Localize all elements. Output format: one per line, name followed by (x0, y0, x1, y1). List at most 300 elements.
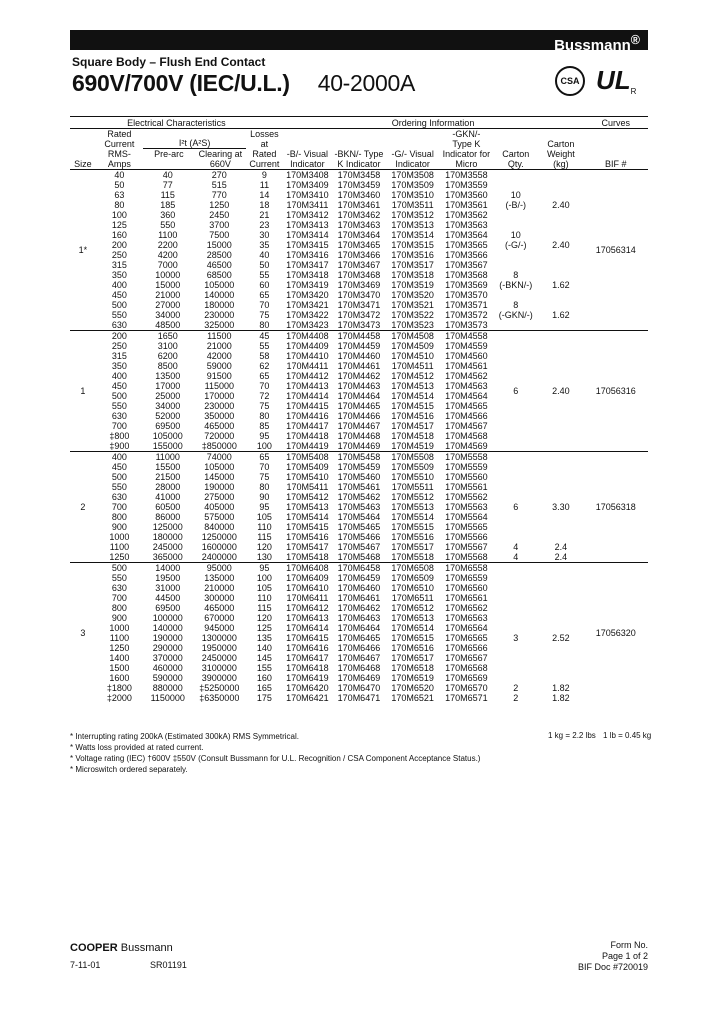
losses-value: 95 (259, 563, 270, 573)
clearing-value: 720000 (204, 431, 235, 441)
prearc-value: 590000 (152, 673, 183, 683)
losses-value: 45 (259, 331, 270, 341)
bkn-part: 170M5464 (337, 512, 381, 522)
bkn-part: 170M3462 (337, 210, 381, 220)
rated-current: 63 (114, 190, 125, 200)
gkn-part: 170M3559 (445, 180, 488, 190)
bkn-part: 170M3465 (337, 240, 381, 250)
losses-value: 40 (259, 250, 270, 260)
bkn-part: 170M3464 (337, 230, 381, 240)
losses-value: 55 (259, 341, 270, 351)
losses-value-column (246, 331, 283, 452)
rated-current: 700 (111, 502, 127, 512)
i2t-header: I²t (A²S) (143, 138, 246, 149)
b-visual-part: 170M5416 (286, 532, 329, 542)
carton-qty-header: Carton Qty. (493, 129, 538, 170)
carton-weight (538, 230, 583, 240)
form-number: Form No. (610, 940, 648, 950)
gkn-part-column (440, 331, 494, 452)
carton-qty (493, 532, 538, 542)
rated-current: ‡800 (109, 431, 130, 441)
carton-qty-column (493, 170, 538, 331)
b-visual-part: 170M3414 (286, 230, 329, 240)
prearc-value: 15000 (155, 280, 181, 290)
clearing-value: 270 (211, 170, 227, 180)
ul-recognized-logo (596, 65, 636, 96)
b-visual-part: 170M3421 (286, 300, 329, 310)
carton-weight (538, 320, 583, 330)
clearing-value: 670000 (204, 613, 235, 623)
cooper-wordmark: COOPER (70, 942, 118, 954)
losses-value: 14 (259, 190, 270, 200)
gkn-part: 170M6559 (445, 573, 488, 583)
rated-current-header: Rated Current RMS-Amps (96, 129, 143, 170)
carton-qty (493, 623, 538, 633)
clearing-value: 210000 (204, 583, 235, 593)
carton-weight (538, 462, 583, 472)
size-cell: 1* (70, 170, 96, 331)
losses-value: 115 (257, 532, 272, 542)
losses-value: 80 (259, 320, 270, 330)
gkn-part: 170M5564 (445, 512, 488, 522)
carton-qty (493, 220, 538, 230)
g-visual-header: -G/- Visual Indicator (386, 129, 440, 170)
g-visual-part: 170M6514 (391, 623, 434, 633)
clearing-value: 575000 (204, 512, 235, 522)
bkn-part: 170M4460 (337, 351, 381, 361)
b-visual-part: 170M5415 (286, 522, 329, 532)
losses-value-column (246, 170, 283, 331)
losses-value-column (246, 452, 283, 563)
carton-weight (538, 643, 583, 653)
bkn-part: 170M3468 (337, 270, 381, 280)
curves-header: Curves (583, 117, 648, 129)
bif-doc-number: BIF Doc #720019 (577, 962, 648, 972)
clearing-value: 3700 (209, 220, 230, 230)
note-voltage-rating: * Voltage rating (IEC) †600V ‡550V (Consult Bussmann for U.L. Recognition / CSA Component Acceptance Status.) (70, 754, 481, 763)
bkn-part: 170M3467 (337, 260, 381, 270)
page-number: Page 1 of 2 (601, 951, 648, 961)
carton-weight: 2.40 (552, 240, 570, 250)
bkn-part: 170M4458 (337, 331, 381, 341)
prearc-value: 41000 (155, 492, 181, 502)
size-cell: 3 (80, 628, 86, 638)
b-visual-part: 170M4416 (286, 411, 329, 421)
bkn-part: 170M5462 (337, 492, 381, 502)
losses-value: 135 (256, 633, 272, 643)
clearing-value: ‡6350000 (199, 693, 240, 703)
clearing-value: 1950000 (201, 643, 237, 653)
gkn-part: 170M5560 (445, 472, 488, 482)
prearc-value: 115 (160, 190, 175, 200)
prearc-value: 4200 (157, 250, 178, 260)
gkn-part: 170M3570 (445, 290, 488, 300)
losses-value: 95 (259, 502, 270, 512)
clearing-value: 46500 (206, 260, 232, 270)
gkn-part: 170M5563 (445, 502, 488, 512)
gkn-part: 170M6567 (445, 653, 488, 663)
carton-weight-column (538, 563, 583, 704)
b-visual-part: 170M5418 (286, 552, 329, 562)
b-visual-part: 170M4412 (286, 371, 329, 381)
gkn-part: 170M3563 (445, 220, 488, 230)
b-visual-part-column (283, 452, 332, 563)
carton-weight (538, 673, 583, 683)
g-visual-part: 170M4515 (391, 401, 434, 411)
size-header: Size (70, 129, 96, 170)
clearing-value: 74000 (206, 452, 232, 462)
carton-weight (538, 290, 583, 300)
losses-value: 110 (257, 593, 272, 603)
carton-weight: 2.40 (552, 200, 570, 210)
clearing-value: 7500 (209, 230, 230, 240)
brand-bar: Bussmann® (70, 30, 648, 50)
clearing-value: 1600000 (201, 542, 237, 552)
b-visual-part: 170M6419 (286, 673, 329, 683)
losses-header: Losses at Rated Current (246, 129, 283, 170)
carton-qty (493, 673, 538, 683)
g-visual-part: 170M6515 (391, 633, 434, 643)
b-visual-part: 170M6408 (286, 563, 329, 573)
rated-current: 900 (111, 522, 127, 532)
rated-current: 200 (111, 331, 127, 341)
losses-value: 72 (259, 391, 270, 401)
bkn-part: 170M6461 (337, 593, 381, 603)
losses-value: 62 (259, 361, 270, 371)
clearing-value: 3100000 (201, 663, 237, 673)
electrical-characteristics-header: Electrical Characteristics (70, 117, 283, 129)
carton-qty (493, 452, 538, 462)
gkn-part: 170M5567 (445, 542, 488, 552)
prearc-value: 31000 (155, 583, 181, 593)
prearc-value: 245000 (152, 542, 183, 552)
gkn-part: 170M3566 (445, 250, 488, 260)
b-visual-part: 170M3422 (286, 310, 329, 320)
gkn-part: 170M4562 (445, 371, 488, 381)
b-visual-part: 170M6415 (286, 633, 329, 643)
b-visual-part: 170M5408 (286, 452, 329, 462)
losses-value: 175 (256, 693, 272, 703)
carton-weight: 1.62 (552, 310, 570, 320)
gkn-part-column (440, 452, 494, 563)
g-visual-part: 170M4517 (391, 421, 434, 431)
bkn-part: 170M4469 (337, 441, 381, 451)
prearc-value: 69500 (155, 603, 181, 613)
carton-weight (538, 250, 583, 260)
carton-weight (538, 482, 583, 492)
clearing-value: 840000 (204, 522, 235, 532)
carton-qty (493, 260, 538, 270)
b-visual-part: 170M4417 (286, 421, 329, 431)
losses-value: 65 (259, 452, 270, 462)
losses-value: 9 (261, 170, 267, 180)
carton-qty (493, 653, 538, 663)
g-visual-part: 170M3518 (391, 270, 434, 280)
clearing-value: 465000 (204, 603, 235, 613)
carton-qty (493, 663, 538, 673)
g-visual-part-column (386, 331, 440, 452)
g-visual-part: 170M3513 (391, 220, 434, 230)
prearc-value-column (143, 563, 192, 704)
g-visual-part: 170M4514 (391, 391, 434, 401)
b-visual-part: 170M3423 (286, 320, 329, 330)
b-visual-part: 170M3420 (286, 290, 329, 300)
losses-value: 58 (259, 351, 270, 361)
prearc-value: 1650 (157, 331, 178, 341)
bkn-part: 170M5468 (337, 552, 381, 562)
clearing-value: 42000 (206, 351, 232, 361)
rated-current: ‡900 (109, 441, 130, 451)
losses-value: 95 (259, 431, 270, 441)
size-cell: 2 (70, 452, 96, 563)
g-visual-part: 170M3523 (391, 320, 434, 330)
rated-current: 630 (111, 492, 127, 502)
carton-qty (493, 250, 538, 260)
prearc-value: 21500 (155, 472, 181, 482)
bussmann-wordmark: Bussmann (120, 942, 173, 954)
form-info (560, 940, 648, 973)
bkn-part: 170M6465 (337, 633, 381, 643)
prearc-value: 190000 (152, 633, 183, 643)
rated-current: 700 (111, 593, 127, 603)
carton-weight (538, 260, 583, 270)
prearc-value: 34000 (155, 401, 181, 411)
gkn-part: 170M4559 (445, 341, 488, 351)
gkn-part-column (440, 563, 494, 704)
rated-current: 400 (111, 280, 127, 290)
b-visual-part: 170M5410 (286, 472, 329, 482)
carton-weight (538, 210, 583, 220)
losses-value: 145 (256, 653, 272, 663)
losses-value: 75 (259, 401, 270, 411)
prearc-value: 44500 (155, 593, 181, 603)
carton-weight (538, 532, 583, 542)
bkn-part: 170M3466 (337, 250, 381, 260)
clearing-value: 59000 (206, 361, 232, 371)
losses-value: 165 (256, 683, 272, 693)
rated-current: 1400 (109, 653, 130, 663)
b-visual-part: 170M6412 (286, 603, 329, 613)
losses-value: 110 (257, 522, 272, 532)
b-visual-header: -B/- Visual Indicator (283, 129, 332, 170)
losses-value: 60 (259, 280, 270, 290)
carton-weight-column (538, 452, 583, 563)
carton-weight: 2.4 (554, 552, 568, 562)
gkn-part: 170M4560 (445, 351, 488, 361)
clearing-value-column (192, 331, 246, 452)
b-visual-part: 170M3412 (286, 210, 329, 220)
notes (70, 731, 480, 775)
losses-value: 85 (259, 421, 270, 431)
gkn-part: 170M3565 (445, 240, 488, 250)
bkn-part-column (332, 563, 386, 704)
g-visual-part: 170M3516 (391, 250, 434, 260)
clearing-value: ‡5250000 (199, 683, 240, 693)
rated-current: 400 (111, 452, 127, 462)
gkn-part: 170M3573 (445, 320, 488, 330)
g-visual-part: 170M4511 (391, 361, 434, 371)
carton-weight: 2.4 (554, 542, 568, 552)
losses-value: 70 (259, 381, 270, 391)
gkn-indicator-header: -GKN/- Type K Indicator for Micro (440, 129, 494, 170)
carton-weight (538, 663, 583, 673)
gkn-part: 170M6569 (445, 673, 488, 683)
g-visual-part-column (386, 170, 440, 331)
carton-qty (493, 573, 538, 583)
losses-value: 90 (259, 492, 270, 502)
carton-qty: 8 (513, 300, 519, 310)
carton-qty: (-B/-) (505, 200, 526, 210)
rated-current: 1000 (109, 532, 130, 542)
bkn-part: 170M6462 (337, 603, 381, 613)
subtitle: Square Body – Flush End Contact (72, 55, 266, 69)
b-visual-part: 170M5411 (286, 482, 329, 492)
rated-current: 450 (111, 290, 127, 300)
b-visual-part: 170M3409 (286, 180, 329, 190)
gkn-part: 170M5561 (445, 482, 488, 492)
b-visual-part: 170M4411 (286, 361, 329, 371)
gkn-part: 170M6571 (445, 693, 488, 703)
prearc-value: 17000 (155, 381, 181, 391)
clearing-value: 21000 (206, 341, 232, 351)
gkn-part: 170M5562 (445, 492, 488, 502)
clearing-value: 300000 (204, 593, 235, 603)
rated-current: 630 (111, 411, 127, 421)
bkn-part: 170M4461 (337, 361, 381, 371)
bif-number: 17056320 (595, 628, 636, 638)
carton-weight (538, 522, 583, 532)
carton-qty: 4 (513, 552, 519, 562)
carton-weight (538, 512, 583, 522)
b-visual-part: 170M3415 (286, 240, 329, 250)
carton-qty-column (493, 563, 538, 704)
g-visual-part: 170M5517 (391, 542, 434, 552)
gkn-part: 170M5566 (445, 532, 488, 542)
carton-weight (538, 593, 583, 603)
g-visual-part: 170M6521 (391, 693, 434, 703)
prearc-value: 19500 (155, 573, 181, 583)
clearing-value: 91500 (206, 371, 232, 381)
bkn-part: 170M5463 (337, 502, 381, 512)
gkn-part: 170M4558 (445, 331, 488, 341)
rated-current: 50 (114, 180, 125, 190)
gkn-part: 170M5565 (445, 522, 488, 532)
b-visual-part: 170M5417 (286, 542, 329, 552)
b-visual-part: 170M5412 (286, 492, 329, 502)
g-visual-part: 170M6513 (391, 613, 434, 623)
prearc-value: 28000 (155, 482, 181, 492)
losses-value: 35 (259, 240, 270, 250)
rated-current: 1600 (109, 673, 130, 683)
losses-value: 65 (259, 290, 270, 300)
size-cell: 1 (70, 331, 96, 452)
prearc-value-column (143, 170, 192, 331)
rated-current: ‡1800 (106, 683, 132, 693)
carton-qty: 6 (513, 502, 519, 512)
prearc-value: 11000 (155, 452, 180, 462)
gkn-part: 170M3571 (445, 300, 488, 310)
g-visual-part: 170M3512 (391, 210, 434, 220)
carton-qty: (-GKN/-) (498, 310, 533, 320)
clearing-value: 28500 (206, 250, 232, 260)
rated-current: 630 (111, 320, 127, 330)
rated-current: 315 (111, 351, 127, 361)
losses-value: 105 (256, 512, 272, 522)
rated-current: 450 (111, 462, 127, 472)
gkn-part: 170M6566 (445, 643, 488, 653)
carton-qty: 4 (513, 542, 519, 552)
note-interrupting-rating: * Interrupting rating 200kA (Estimated 300kA) RMS Symmetrical. (70, 732, 299, 741)
rated-current: 900 (111, 613, 127, 623)
g-visual-part: 170M6520 (391, 683, 434, 693)
bif-number: 17056318 (583, 452, 648, 563)
rated-current-column (96, 452, 143, 563)
prearc-value: 180000 (152, 532, 183, 542)
losses-value: 160 (256, 673, 272, 683)
prearc-value: 48500 (155, 320, 181, 330)
b-visual-part-column (283, 563, 332, 704)
carton-qty: (-BKN/-) (499, 280, 533, 290)
prearc-value: 34000 (155, 310, 181, 320)
gkn-part: 170M4564 (445, 391, 488, 401)
bif-header: BIF # (583, 129, 648, 170)
clearing-value: 230000 (204, 401, 235, 411)
carton-qty: 2 (513, 683, 519, 693)
clearing-value: 275000 (204, 492, 235, 502)
prearc-value: 14000 (155, 563, 181, 573)
carton-qty: 10 (510, 190, 521, 200)
prearc-value: 100000 (152, 613, 183, 623)
prearc-value: 155000 (152, 441, 183, 451)
clearing-value: 140000 (204, 290, 235, 300)
bif-number: 17056316 (583, 331, 648, 452)
losses-value: 21 (259, 210, 270, 220)
rated-current: 500 (111, 472, 127, 482)
losses-value: 130 (256, 552, 272, 562)
clearing-value-column (192, 563, 246, 704)
g-visual-part: 170M5511 (391, 482, 434, 492)
carton-qty (493, 522, 538, 532)
bkn-part-column (332, 331, 386, 452)
b-visual-part: 170M4419 (286, 441, 329, 451)
carton-qty (493, 170, 538, 180)
carton-weight (538, 270, 583, 280)
g-visual-part: 170M5510 (391, 472, 434, 482)
b-visual-part: 170M3411 (286, 200, 329, 210)
note-watts-loss: * Watts loss provided at rated current. (70, 743, 204, 752)
carton-qty: 8 (513, 270, 519, 280)
clearing-value: 145000 (204, 472, 235, 482)
g-visual-part: 170M5509 (391, 462, 434, 472)
gkn-part: 170M6570 (445, 683, 488, 693)
clearing-value: 1250000 (201, 532, 237, 542)
bkn-part: 170M4459 (337, 341, 381, 351)
clearing-value: 11500 (207, 331, 232, 341)
bkn-part: 170M3472 (337, 310, 381, 320)
prearc-value: 3100 (157, 341, 178, 351)
bif-number: 17056314 (583, 170, 648, 331)
losses-value: 120 (256, 613, 272, 623)
prearc-value: 86000 (155, 512, 181, 522)
g-visual-part: 170M6510 (391, 583, 434, 593)
g-visual-part: 170M3519 (391, 280, 434, 290)
prearc-header: Pre-arc (154, 149, 184, 159)
gkn-part: 170M5568 (445, 552, 488, 562)
g-visual-part: 170M4513 (391, 381, 434, 391)
g-visual-part: 170M6519 (391, 673, 434, 683)
bkn-part: 170M6464 (337, 623, 381, 633)
g-visual-part: 170M4519 (391, 441, 434, 451)
